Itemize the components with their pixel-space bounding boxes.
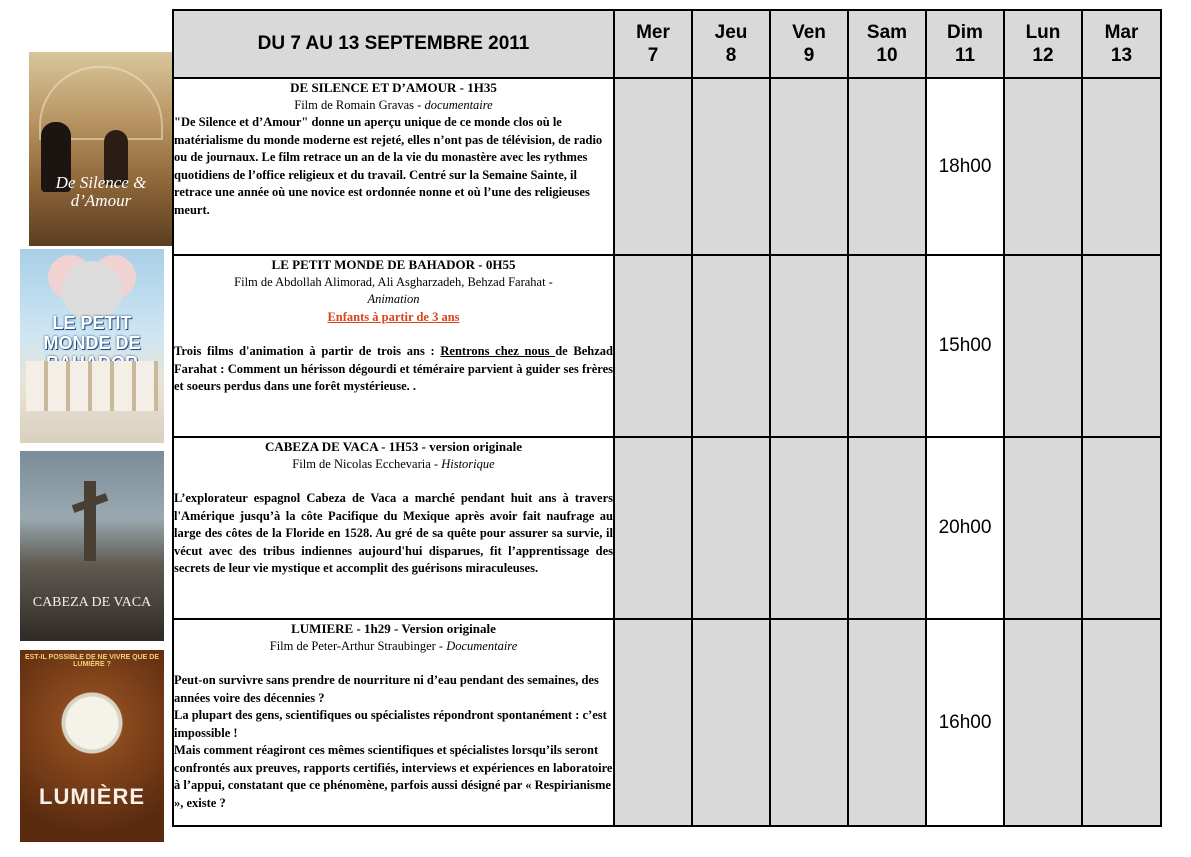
film-description-cell <box>173 619 614 826</box>
showtime-cell <box>1082 437 1161 619</box>
showtime-cell: 18h00 <box>926 78 1004 255</box>
showtime-cell <box>770 255 848 437</box>
film-row <box>173 619 1161 826</box>
day-number: 11 <box>954 45 976 66</box>
poster-tagline: EST-IL POSSIBLE DE NE VIVRE QUE DE LUMIÈRE ? <box>24 654 160 668</box>
day-header-sat <box>848 10 926 78</box>
showtime-cell <box>1082 619 1161 826</box>
film-genre: Animation <box>367 292 420 306</box>
poster-village <box>26 361 158 411</box>
film-credits <box>174 274 613 309</box>
film-synopsis-line: La plupart des gens, scientifiques ou spécialistes répondront spontanément : c’est impossible ! <box>174 708 607 740</box>
showtime-cell <box>614 619 692 826</box>
poster-lumiere <box>20 650 164 842</box>
showtime-cell: 20h00 <box>926 437 1004 619</box>
film-title: LUMIERE - 1h29 - Version originale <box>291 621 496 636</box>
film-director: Film de Peter-Arthur Straubinger - <box>269 638 447 653</box>
day-header-mon <box>1004 10 1082 78</box>
poster-title: CABEZA DE VACA <box>32 595 152 610</box>
day-name: Mer <box>636 22 670 43</box>
showtime-cell: 15h00 <box>926 255 1004 437</box>
day-name: Ven <box>792 22 826 43</box>
film-genre: Documentaire <box>446 638 518 653</box>
day-header-thu <box>692 10 770 78</box>
film-synopsis: "De Silence et d’Amour" donne un aperçu unique de ce monde clos où le matérialisme du monde moderne est rejeté, elles n’ont pas de télévision, de radio ou de journaux. Le film retrace un an de la vie du monastère avec les rythmes quotidiens de l’office religieux et du travail. Centré sur la Semaine Sainte, il retrace une année où une novice est ordonnée nonne et où l’une des religieuses meurt. <box>174 115 603 217</box>
showtime-cell <box>1004 255 1082 437</box>
film-genre: Historique <box>441 456 495 471</box>
showtime-cell <box>848 437 926 619</box>
film-director: Film de Nicolas Ecchevaria - <box>292 456 442 471</box>
showtime-cell <box>848 78 926 255</box>
film-synopsis-line: Peut-on survivre sans prendre de nourriture ni d’eau pendant des semaines, des années voire des décennies ? <box>174 673 599 705</box>
film-credits <box>174 97 613 115</box>
showtime-cell <box>692 255 770 437</box>
day-number: 8 <box>725 45 737 66</box>
day-number: 9 <box>803 45 815 66</box>
film-synopsis: L’explorateur espagnol Cabeza de Vaca a marché pendant huit ans à travers l'Amérique jusqu’à la côte Pacifique du Mexique après avoir fait naufrage au large des côtes de la Floride en 1528. Au gré de sa quête pour assurer sa survie, il vécut avec des tribus indiennes aujourd'hui disparues, fit l’apprentissage des secrets de leur vie mystique et accomplit des guérisons miraculeuses. <box>174 491 613 575</box>
showtime-cell <box>770 619 848 826</box>
film-credits <box>174 638 613 656</box>
age-note: Enfants à partir de 3 ans <box>327 309 460 324</box>
film-description-cell <box>173 78 614 255</box>
film-genre: documentaire <box>424 97 493 112</box>
showtime-cell <box>692 619 770 826</box>
film-synopsis-line: Mais comment réagiront ces mêmes scientifiques et spécialistes lorsqu’ils seront confrontés aux preuves, rapports certifiés, interviews et expériences en laboratoire à l’appui, constatant que ce phénomène, parfois aussi désigné par « Respirianisme », existe ? <box>174 743 613 810</box>
film-title: DE SILENCE ET D’AMOUR - 1H35 <box>290 80 497 95</box>
film-row <box>173 78 1161 255</box>
day-header-fri <box>770 10 848 78</box>
showtime-cell <box>1004 78 1082 255</box>
film-credits <box>174 456 613 474</box>
showtime-cell <box>1004 619 1082 826</box>
showtime-cell <box>692 437 770 619</box>
day-name: Sam <box>866 22 908 43</box>
film-description-cell <box>173 255 614 437</box>
day-header-tue <box>1082 10 1161 78</box>
day-number: 10 <box>876 45 898 66</box>
day-name: Jeu <box>714 22 748 43</box>
poster-title: De Silence & d’Amour <box>55 173 147 210</box>
showtime-cell <box>692 78 770 255</box>
film-row <box>173 255 1161 437</box>
day-name: Dim <box>947 22 983 43</box>
showtime-cell <box>848 619 926 826</box>
film-director: Film de Abdollah Alimorad, Ali Asgharzadeh, Behzad Farahat - <box>234 274 553 289</box>
day-name: Mar <box>1104 22 1139 43</box>
poster-mouse-character <box>62 261 122 321</box>
day-number: 7 <box>647 45 659 66</box>
film-synopsis <box>174 343 613 396</box>
day-number: 13 <box>1110 45 1133 66</box>
poster-title: LE PETIT MONDE DE <box>43 313 141 353</box>
film-description-cell <box>173 437 614 619</box>
showtime-cell <box>1004 437 1082 619</box>
short-film-title: Rentrons chez nous <box>440 344 556 358</box>
showtime-cell <box>770 437 848 619</box>
showtime-cell <box>614 78 692 255</box>
poster-de-silence-et-d-amour <box>29 52 173 246</box>
showtime-cell <box>1082 255 1161 437</box>
day-header-sun <box>926 10 1004 78</box>
poster-statue <box>84 481 96 561</box>
day-number: 12 <box>1032 45 1054 66</box>
header-row <box>173 10 1161 78</box>
day-name: Lun <box>1025 22 1061 43</box>
poster-cabeza-de-vaca <box>20 451 164 641</box>
showtime-cell <box>614 437 692 619</box>
film-title: LE PETIT MONDE DE BAHADOR - 0H55 <box>271 257 516 272</box>
schedule-table <box>172 9 1162 827</box>
film-director: Film de Romain Gravas - <box>294 97 425 112</box>
synopsis-rest: de Behzad Farahat : Comment un hérisson dégourdi et téméraire parvient à guider ses frères et soeurs perdus dans une forêt mystérieuse. . <box>174 344 613 393</box>
film-row <box>173 437 1161 619</box>
showtime-cell <box>770 78 848 255</box>
showtime-cell: 16h00 <box>926 619 1004 826</box>
day-header-wed <box>614 10 692 78</box>
poster-le-petit-monde-de-bahador <box>20 249 164 443</box>
period-title: DU 7 AU 13 SEPTEMBRE 2011 <box>173 10 614 78</box>
poster-title: LUMIÈRE <box>39 784 145 809</box>
showtime-cell <box>848 255 926 437</box>
showtime-cell <box>1082 78 1161 255</box>
synopsis-lead: Trois films d'animation à partir de trois ans : <box>174 344 441 358</box>
film-title: CABEZA DE VACA - 1H53 - version originale <box>264 439 522 454</box>
showtime-cell <box>614 255 692 437</box>
